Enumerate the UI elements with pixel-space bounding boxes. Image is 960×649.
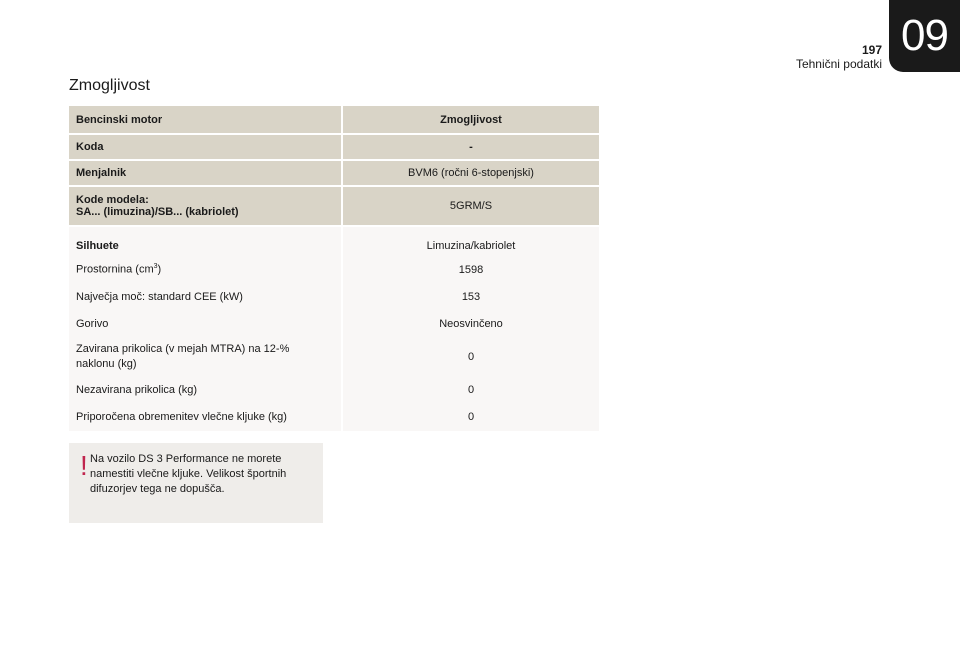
chapter-title: Tehnični podatki <box>795 57 882 71</box>
page-number: 197 <box>861 43 882 57</box>
table-row <box>69 186 599 226</box>
row-value: 0 <box>342 377 599 403</box>
table-header-row <box>69 106 599 134</box>
row-label: Nezavirana prikolica (kg) <box>69 377 342 403</box>
warning-box <box>69 443 323 523</box>
row-value: - <box>342 134 599 160</box>
table-row <box>69 256 599 283</box>
row-label-line: naklonu (kg) <box>76 358 137 370</box>
row-value: 1598 <box>342 256 599 283</box>
row-label <box>69 337 342 377</box>
section-title: Zmogljivost <box>69 77 150 94</box>
row-label: Koda <box>69 134 342 160</box>
table-row <box>69 160 599 186</box>
row-label-text: ) <box>157 263 162 276</box>
table-row <box>69 377 599 403</box>
row-label-line: Zavirana prikolica (v mejah MTRA) na 12-% <box>76 343 290 355</box>
row-label-text: Prostornina (cm <box>76 263 154 276</box>
table-row <box>69 283 599 310</box>
chapter-number: 09 <box>901 11 948 60</box>
warning-line: namestiti vlečne kljuke. Velikost športnih <box>90 468 287 480</box>
warning-line: Na vozilo DS 3 Performance ne morete <box>90 453 282 465</box>
row-label: Priporočena obremenitev vlečne kljuke (kg) <box>69 403 342 431</box>
table-header-value: Zmogljivost <box>342 106 599 134</box>
row-label-line: SA... (limuzina)/SB... (kabriolet) <box>76 206 239 218</box>
spec-table <box>69 106 599 431</box>
warning-line: difuzorjev tega ne dopušča. <box>90 483 225 495</box>
row-label: Menjalnik <box>69 160 342 186</box>
row-label: Gorivo <box>69 310 342 337</box>
row-label <box>69 186 342 226</box>
row-value: 0 <box>342 337 599 377</box>
chapter-tab <box>889 0 960 72</box>
row-label: Silhuete <box>69 226 342 256</box>
row-label-line: Kode modela: <box>76 194 149 206</box>
row-value: BVM6 (ročni 6-stopenjski) <box>342 160 599 186</box>
table-row <box>69 337 599 377</box>
table-header-label: Bencinski motor <box>69 106 342 134</box>
warning-text <box>90 452 312 497</box>
row-value: Neosvinčeno <box>342 310 599 337</box>
row-label <box>69 256 342 283</box>
table-row <box>69 226 599 256</box>
superscript: 3 <box>153 263 158 271</box>
row-value: Limuzina/kabriolet <box>342 226 599 256</box>
exclamation-icon: ! <box>80 450 88 481</box>
row-value: 0 <box>342 403 599 431</box>
row-value: 5GRM/S <box>342 186 599 226</box>
row-label: Največja moč: standard CEE (kW) <box>69 283 342 310</box>
table-row <box>69 310 599 337</box>
table-row <box>69 134 599 160</box>
row-value: 153 <box>342 283 599 310</box>
table-row <box>69 403 599 431</box>
